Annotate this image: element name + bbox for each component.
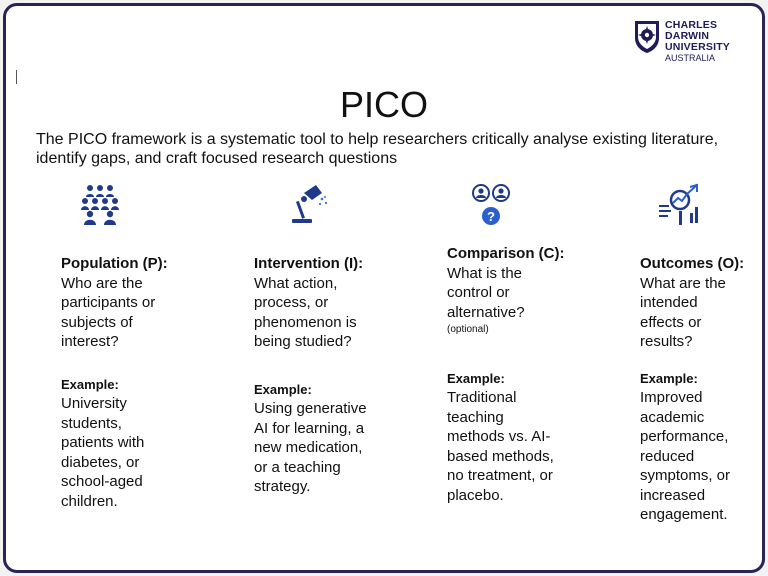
population-example-text: University students, patients with diabetes, or school-aged children.: [61, 395, 145, 510]
population-question: Who are the participants or subjects of interest?: [61, 274, 156, 350]
edge-marker: [16, 70, 17, 84]
analytics-magnifier-icon: [657, 183, 703, 227]
cdu-shield-icon: [634, 20, 660, 54]
comparison-example: [447, 370, 565, 505]
intervention-block: [254, 254, 424, 352]
population-block: [61, 254, 231, 352]
people-group-icon: [78, 183, 122, 225]
outcomes-question: What are the intended effects or results?: [640, 274, 726, 350]
outcomes-heading: Outcomes (O):: [640, 255, 745, 272]
outcomes-example-text: Improved academic performance, reduced symptoms, or increased engagement.: [640, 389, 731, 523]
comparison-example-text: Traditional teaching methods vs. AI-based methods, no treatment, or placebo.: [447, 389, 554, 504]
intervention-question: What action, process, or phenomenon is being studied?: [254, 274, 357, 350]
svg-text:?: ?: [487, 209, 495, 224]
logo-line-australia: AUSTRALIA: [665, 53, 716, 63]
page-title: PICO: [339, 84, 428, 125]
logo-line-university: UNIVERSITY: [665, 41, 731, 53]
intervention-example-label: Example:: [254, 382, 312, 397]
intervention-heading: Intervention (I):: [254, 255, 364, 272]
population-heading: Population (P):: [61, 255, 168, 272]
outcomes-example: [640, 370, 744, 525]
lab-lamp-icon: [286, 183, 330, 225]
comparison-optional-note: (optional): [447, 324, 489, 335]
intervention-example-text: Using generative AI for learning, a new medication, or a teaching strategy.: [254, 400, 367, 495]
intro-text: The PICO framework is a systematic tool to help researchers critically analyse existing literature, identify gaps, and craft focused research questions: [36, 131, 719, 167]
population-example-label: Example:: [61, 377, 119, 392]
population-example: [61, 376, 171, 511]
intervention-example: [254, 381, 372, 497]
outcomes-block: [640, 254, 760, 352]
comparison-heading: Comparison (C):: [447, 245, 565, 262]
slide-frame: [3, 3, 765, 573]
comparison-block: [447, 244, 569, 335]
logo-line-darwin: DARWIN: [665, 30, 710, 42]
cdu-logo: [634, 18, 746, 68]
comparison-question: What is the control or alternative?: [447, 264, 525, 321]
comparison-example-label: Example:: [447, 371, 505, 386]
logo-line-charles: CHARLES: [665, 19, 718, 31]
outcomes-example-label: Example:: [640, 371, 698, 386]
compare-people-question-icon: [470, 183, 514, 227]
